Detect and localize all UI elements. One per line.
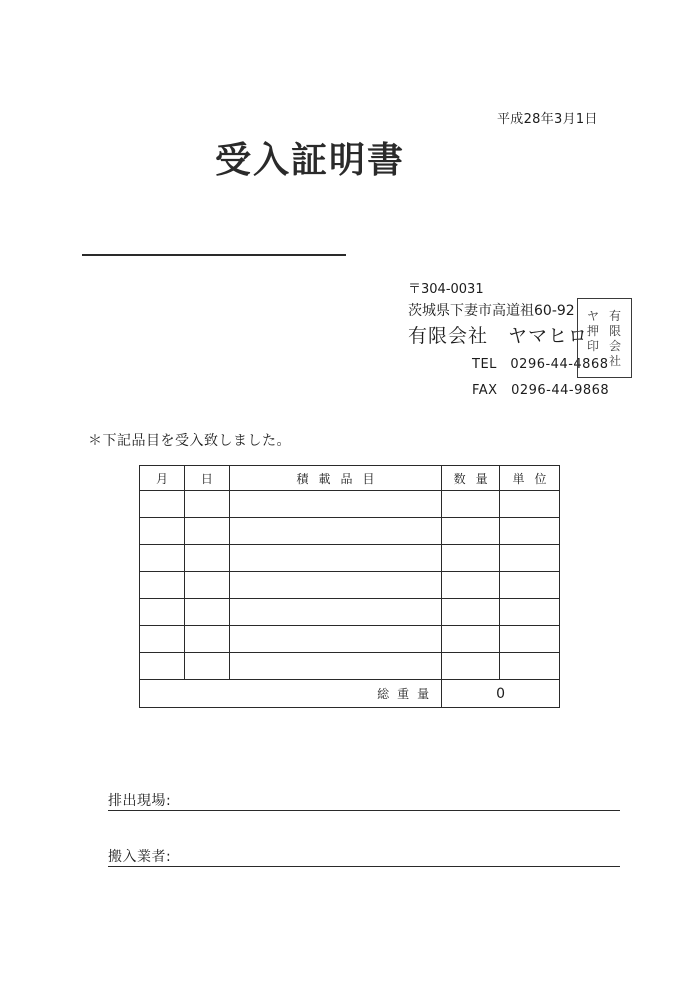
cell-month[interactable] — [140, 518, 185, 545]
cell-unit[interactable] — [500, 599, 560, 626]
cell-unit[interactable] — [500, 491, 560, 518]
sender-company: 有限会社 ヤマヒロ — [408, 325, 589, 347]
cell-quantity[interactable] — [442, 653, 500, 680]
cell-quantity[interactable] — [442, 599, 500, 626]
cell-quantity[interactable] — [442, 518, 500, 545]
cell-unit[interactable] — [500, 572, 560, 599]
seal-char: 社 — [608, 354, 621, 368]
header-month: 月 — [140, 466, 185, 491]
seal-char: 会 — [608, 339, 621, 353]
cell-quantity[interactable] — [442, 491, 500, 518]
table-row — [140, 653, 560, 680]
cell-day[interactable] — [184, 599, 229, 626]
issue-date: 平成28年3月1日 — [497, 112, 598, 127]
total-weight-label: 総重量 — [140, 680, 442, 708]
header-item: 積載品目 — [229, 466, 441, 491]
table-row — [140, 518, 560, 545]
seal-right-column — [608, 309, 622, 369]
cell-day[interactable] — [184, 491, 229, 518]
total-weight-value[interactable]: 0 — [442, 680, 560, 708]
header-unit: 単位 — [500, 466, 560, 491]
table-row — [140, 545, 560, 572]
seal-left-column — [586, 309, 600, 354]
cell-month[interactable] — [140, 653, 185, 680]
cell-month[interactable] — [140, 599, 185, 626]
cell-unit[interactable] — [500, 626, 560, 653]
cell-day[interactable] — [184, 545, 229, 572]
header-day: 日 — [184, 466, 229, 491]
cell-item[interactable] — [229, 599, 441, 626]
sender-postal-code: 〒304-0031 — [408, 282, 484, 297]
cell-item[interactable] — [229, 626, 441, 653]
emission-site-field[interactable] — [108, 790, 620, 811]
cell-unit[interactable] — [500, 518, 560, 545]
document-title: 受入証明書 — [215, 140, 406, 181]
seal-char: 押 — [586, 324, 599, 338]
cell-unit[interactable] — [500, 653, 560, 680]
seal-char: 限 — [608, 324, 621, 338]
cell-month[interactable] — [140, 491, 185, 518]
cell-item[interactable] — [229, 545, 441, 572]
carrier-label: 搬入業者: — [108, 849, 172, 865]
cell-day[interactable] — [184, 626, 229, 653]
seal-char: 有 — [608, 309, 621, 323]
items-table — [139, 465, 560, 708]
table-header-row — [140, 466, 560, 491]
cell-item[interactable] — [229, 491, 441, 518]
cell-month[interactable] — [140, 545, 185, 572]
cell-item[interactable] — [229, 572, 441, 599]
cell-quantity[interactable] — [442, 626, 500, 653]
recipient-name-line[interactable] — [82, 254, 346, 256]
cell-day[interactable] — [184, 518, 229, 545]
total-row — [140, 680, 560, 708]
emission-site-label: 排出現場: — [108, 793, 172, 809]
cell-quantity[interactable] — [442, 545, 500, 572]
company-seal — [577, 298, 632, 378]
cell-month[interactable] — [140, 626, 185, 653]
cell-day[interactable] — [184, 653, 229, 680]
seal-char: 印 — [586, 339, 599, 353]
carrier-field[interactable] — [108, 846, 620, 867]
sender-fax: FAX 0296-44-9868 — [472, 383, 610, 398]
header-quantity: 数量 — [442, 466, 500, 491]
cell-item[interactable] — [229, 518, 441, 545]
receipt-note: ＊下記品目を受入致しました。 — [88, 433, 291, 449]
seal-char: ヤ — [586, 309, 599, 323]
table-row — [140, 599, 560, 626]
sender-tel: TEL 0296-44-4868 — [472, 357, 609, 372]
cell-month[interactable] — [140, 572, 185, 599]
cell-day[interactable] — [184, 572, 229, 599]
table-row — [140, 491, 560, 518]
sender-address: 茨城県下妻市高道祖60-92 — [408, 303, 575, 319]
cell-unit[interactable] — [500, 545, 560, 572]
cell-quantity[interactable] — [442, 572, 500, 599]
cell-item[interactable] — [229, 653, 441, 680]
table-row — [140, 626, 560, 653]
table-row — [140, 572, 560, 599]
